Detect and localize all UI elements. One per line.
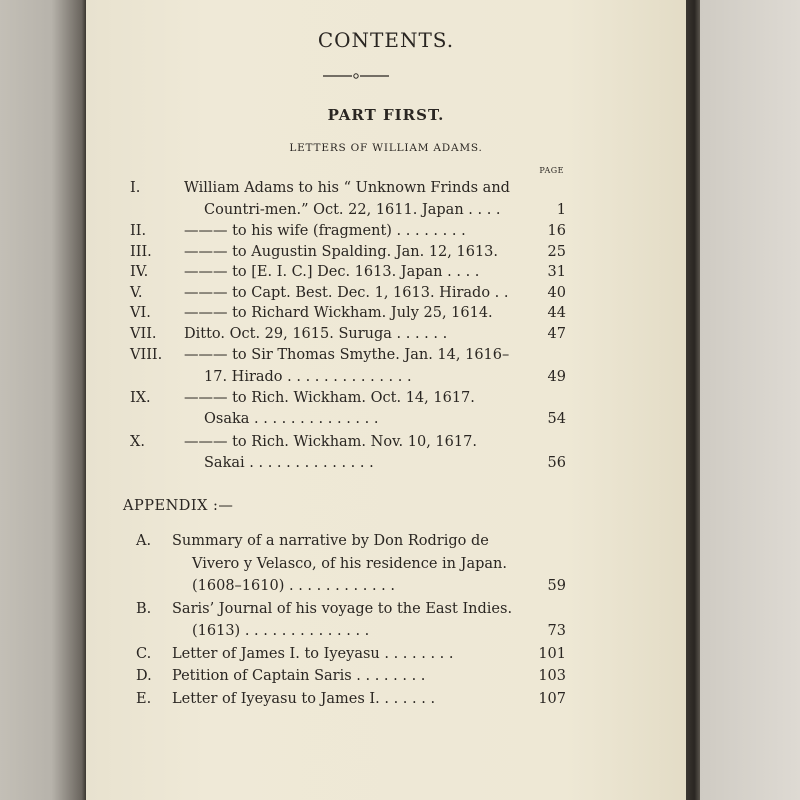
entry-page: 56: [547, 455, 566, 471]
entry-number: IX.: [130, 390, 151, 406]
part-heading: PART FIRST.: [327, 106, 445, 124]
entry-text: (1608–1610) . . . . . . . . . . . .: [192, 578, 395, 594]
entry-number: VIII.: [130, 347, 163, 363]
entry-text: Osaka . . . . . . . . . . . . . .: [204, 411, 379, 427]
entry-text: Letter of Iyeyasu to James I. . . . . . .: [172, 691, 436, 707]
entry-text: Saris’ Journal of his voyage to the East Indies.: [172, 601, 513, 617]
entry-number: III.: [130, 244, 152, 260]
entry-text: Vivero y Velasco, of his residence in Japan.: [192, 556, 507, 572]
entry-page: 16: [547, 223, 566, 239]
entry-text: ——— to his wife (fragment) . . . . . . . .: [184, 223, 466, 239]
entry-text: Ditto. Oct. 29, 1615. Suruga . . . . . .: [184, 326, 448, 342]
entry-page: 25: [547, 244, 566, 260]
page-title: CONTENTS.: [317, 28, 455, 52]
appendix-letter: E.: [136, 691, 152, 707]
appendix-letter: B.: [136, 601, 152, 617]
entry-page: 47: [547, 326, 566, 342]
book-cover-edge: [686, 0, 700, 800]
adjacent-page-edge: [0, 0, 86, 800]
appendix-letter: C.: [136, 646, 152, 662]
entry-number: I.: [130, 180, 141, 196]
entry-number: VI.: [130, 305, 151, 321]
entry-number: IV.: [130, 264, 149, 280]
entry-page: 44: [547, 305, 566, 321]
entry-page: 40: [547, 285, 566, 301]
entry-page: 49: [547, 369, 566, 385]
entry-page: 54: [547, 411, 566, 427]
entry-text: (1613) . . . . . . . . . . . . . .: [192, 623, 370, 639]
entry-text: William Adams to his “ Unknown Frinds and: [184, 180, 510, 196]
entry-number: V.: [130, 285, 143, 301]
entry-text: Petition of Captain Saris . . . . . . . .: [172, 668, 426, 684]
entry-number: II.: [130, 223, 147, 239]
entry-page: 1: [556, 202, 566, 218]
book-page: [86, 0, 686, 800]
entry-page: 31: [547, 264, 566, 280]
entry-page: 107: [538, 691, 566, 707]
entry-page: 101: [538, 646, 566, 662]
page-column-header: PAGE: [539, 166, 564, 175]
entry-text: ——— to Rich. Wickham. Nov. 10, 1617.: [184, 434, 477, 450]
entry-text: ——— to Richard Wickham. July 25, 1614.: [184, 305, 493, 321]
ornament-divider: [321, 72, 391, 80]
entry-text: ——— to Sir Thomas Smythe. Jan. 14, 1616–: [184, 347, 510, 363]
entry-text: Summary of a narrative by Don Rodrigo de: [172, 533, 489, 549]
entry-text: ——— to Augustin Spalding. Jan. 12, 1613.: [184, 244, 499, 260]
background-surface: [700, 0, 800, 800]
entry-text: ——— to Rich. Wickham. Oct. 14, 1617.: [184, 390, 475, 406]
entry-page: 103: [538, 668, 566, 684]
entry-text: Countri-men.” Oct. 22, 1611. Japan . . . .: [204, 202, 501, 218]
entry-number: VII.: [130, 326, 157, 342]
entry-text: ——— to [E. I. C.] Dec. 1613. Japan . . . .: [184, 264, 480, 280]
appendix-letter: D.: [136, 668, 152, 684]
entry-page: 59: [547, 578, 566, 594]
entry-text: 17. Hirado . . . . . . . . . . . . . .: [204, 369, 412, 385]
entry-text: ——— to Capt. Best. Dec. 1, 1613. Hirado . .: [184, 285, 509, 301]
entry-number: X.: [130, 434, 145, 450]
entry-text: Sakai . . . . . . . . . . . . . .: [204, 455, 374, 471]
appendix-letter: A.: [136, 533, 152, 549]
section-title: LETTERS OF WILLIAM ADAMS.: [289, 142, 483, 154]
entry-page: 73: [547, 623, 566, 639]
entry-text: Letter of James I. to Iyeyasu . . . . . . . .: [172, 646, 454, 662]
appendix-heading: APPENDIX :—: [123, 498, 234, 514]
